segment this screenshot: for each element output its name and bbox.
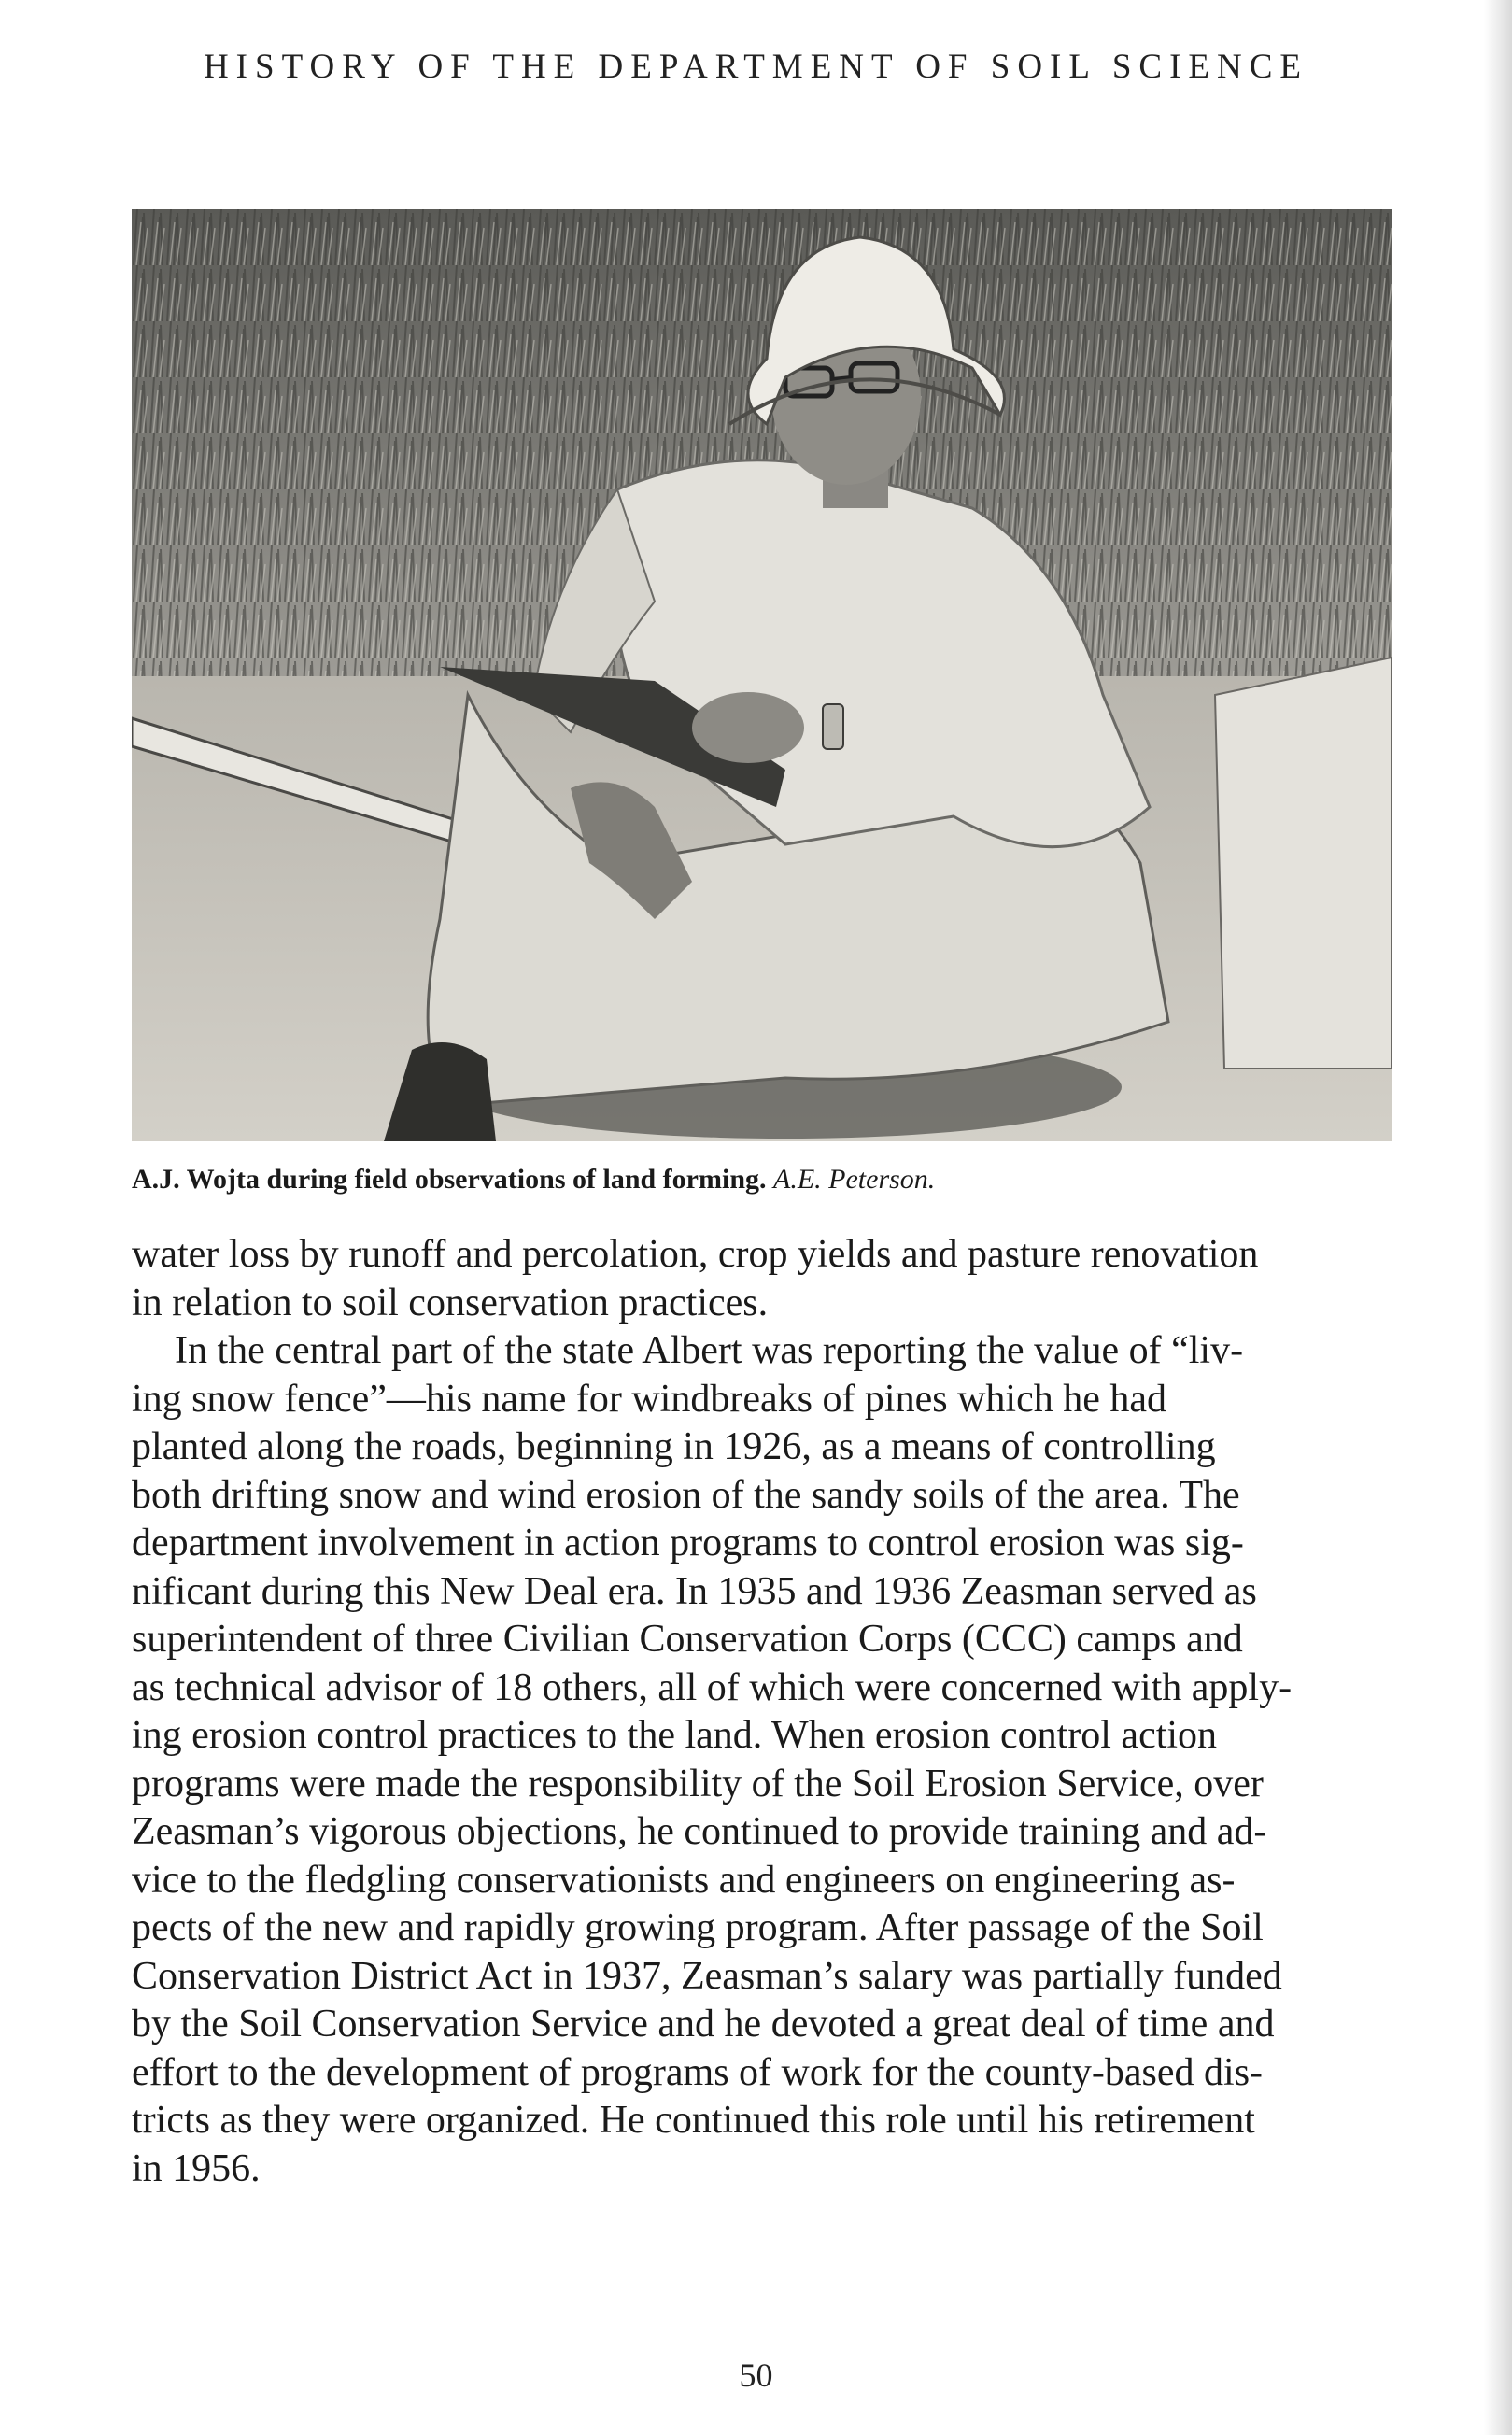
body-line: by the Soil Conservation Service and he devoted a great deal of time and: [132, 2003, 1275, 2046]
photo-icon: [132, 209, 1392, 1141]
body-line: superintendent of three Civilian Conservation Corps (CCC) camps and: [132, 1618, 1243, 1661]
body-line: effort to the development of programs of work for the county-based dis-: [132, 2050, 1264, 2094]
body-line: as technical advisor of 18 others, all of which were concerned with apply-: [132, 1665, 1293, 1709]
caption-credit: A.E. Peterson.: [773, 1164, 936, 1195]
body-line: pects of the new and rapidly growing program. After passage of the Soil: [132, 1906, 1264, 1949]
body-line: ing snow fence”—his name for windbreaks of pines which he had: [132, 1377, 1167, 1421]
figure-caption: [132, 1164, 935, 1196]
page-edge-shadow: [1484, 0, 1512, 2435]
body-line: programs were made the responsibility of the Soil Erosion Service, over: [132, 1762, 1264, 1805]
body-line: both drifting snow and wind erosion of the sandy soils of the area. The: [132, 1473, 1240, 1517]
body-line: water loss by runoff and percolation, crop yields and pasture renovation: [132, 1233, 1259, 1276]
body-line: vice to the fledgling conservationists and engineers on engineering as-: [132, 1858, 1236, 1902]
running-head: HISTORY OF THE DEPARTMENT OF SOIL SCIENCE: [203, 48, 1309, 86]
body-line: tricts as they were organized. He continued this role until his retirement: [132, 2099, 1255, 2142]
figure-photo: [132, 209, 1392, 1141]
caption-text: A.J. Wojta during field observations of land forming.: [132, 1164, 767, 1195]
body-line: nificant during this New Deal era. In 1935 and 1936 Zeasman served as: [132, 1569, 1257, 1613]
body-line: department involvement in action programs to control erosion was sig-: [132, 1522, 1244, 1564]
body-line: In the central part of the state Albert was reporting the value of “liv-: [175, 1329, 1244, 1372]
body-line: ing erosion control practices to the land. When erosion control action: [132, 1714, 1218, 1757]
body-line: in 1956.: [132, 2146, 261, 2190]
body-line: Conservation District Act in 1937, Zeasman’s salary was partially funded: [132, 1954, 1282, 1998]
body-line: in relation to soil conservation practices.: [132, 1281, 769, 1324]
body-line: planted along the roads, beginning in 1926, as a means of controlling: [132, 1425, 1216, 1468]
body-line: Zeasman’s vigorous objections, he continued to provide training and ad-: [132, 1810, 1267, 1853]
body-text: [132, 1231, 1392, 2193]
page-number: 50: [739, 2357, 773, 2394]
